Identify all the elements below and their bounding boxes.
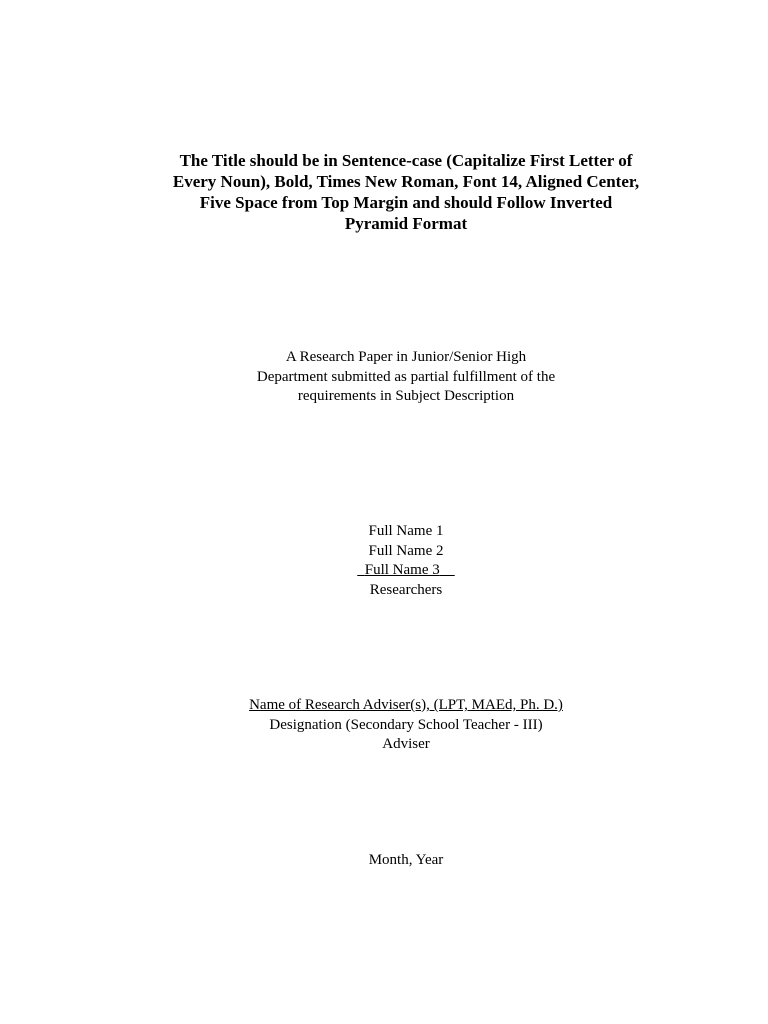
- researchers-block: [150, 522, 662, 600]
- title-line-3: Five Space from Top Margin and should Follow Inverted: [199, 193, 613, 212]
- researcher-name-2: Full Name 2: [368, 542, 444, 559]
- title-line-4: Pyramid Format: [344, 214, 468, 233]
- paper-title: [150, 150, 662, 234]
- description-line-1: A Research Paper in Junior/Senior High: [285, 349, 527, 365]
- title-line-2: Every Noun), Bold, Times New Roman, Font 14, Aligned Center,: [172, 172, 640, 191]
- researcher-name-3: Full Name 3: [364, 562, 440, 578]
- submission-date: Month, Year: [368, 852, 444, 868]
- adviser-label: Adviser: [382, 736, 430, 752]
- paper-description: [150, 348, 662, 407]
- description-line-2: Department submitted as partial fulfillment of the: [256, 368, 556, 385]
- adviser-block: [150, 696, 662, 755]
- researcher-name-3-line: [150, 561, 662, 581]
- adviser-designation: Designation (Secondary School Teacher - III): [269, 716, 543, 733]
- title-line-1: The Title should be in Sentence-case (Capitalize First Letter of: [179, 151, 633, 170]
- researchers-label: Researchers: [369, 581, 443, 598]
- adviser-name-line: [150, 696, 662, 716]
- researcher-name-1: Full Name 1: [368, 523, 444, 539]
- description-line-3: requirements in Subject Description: [297, 388, 515, 404]
- researcher-name-3-underline: [357, 562, 455, 578]
- adviser-name: Name of Research Adviser(s), (LPT, MAEd, Ph. D.): [249, 697, 563, 713]
- submission-date-block: [150, 851, 662, 871]
